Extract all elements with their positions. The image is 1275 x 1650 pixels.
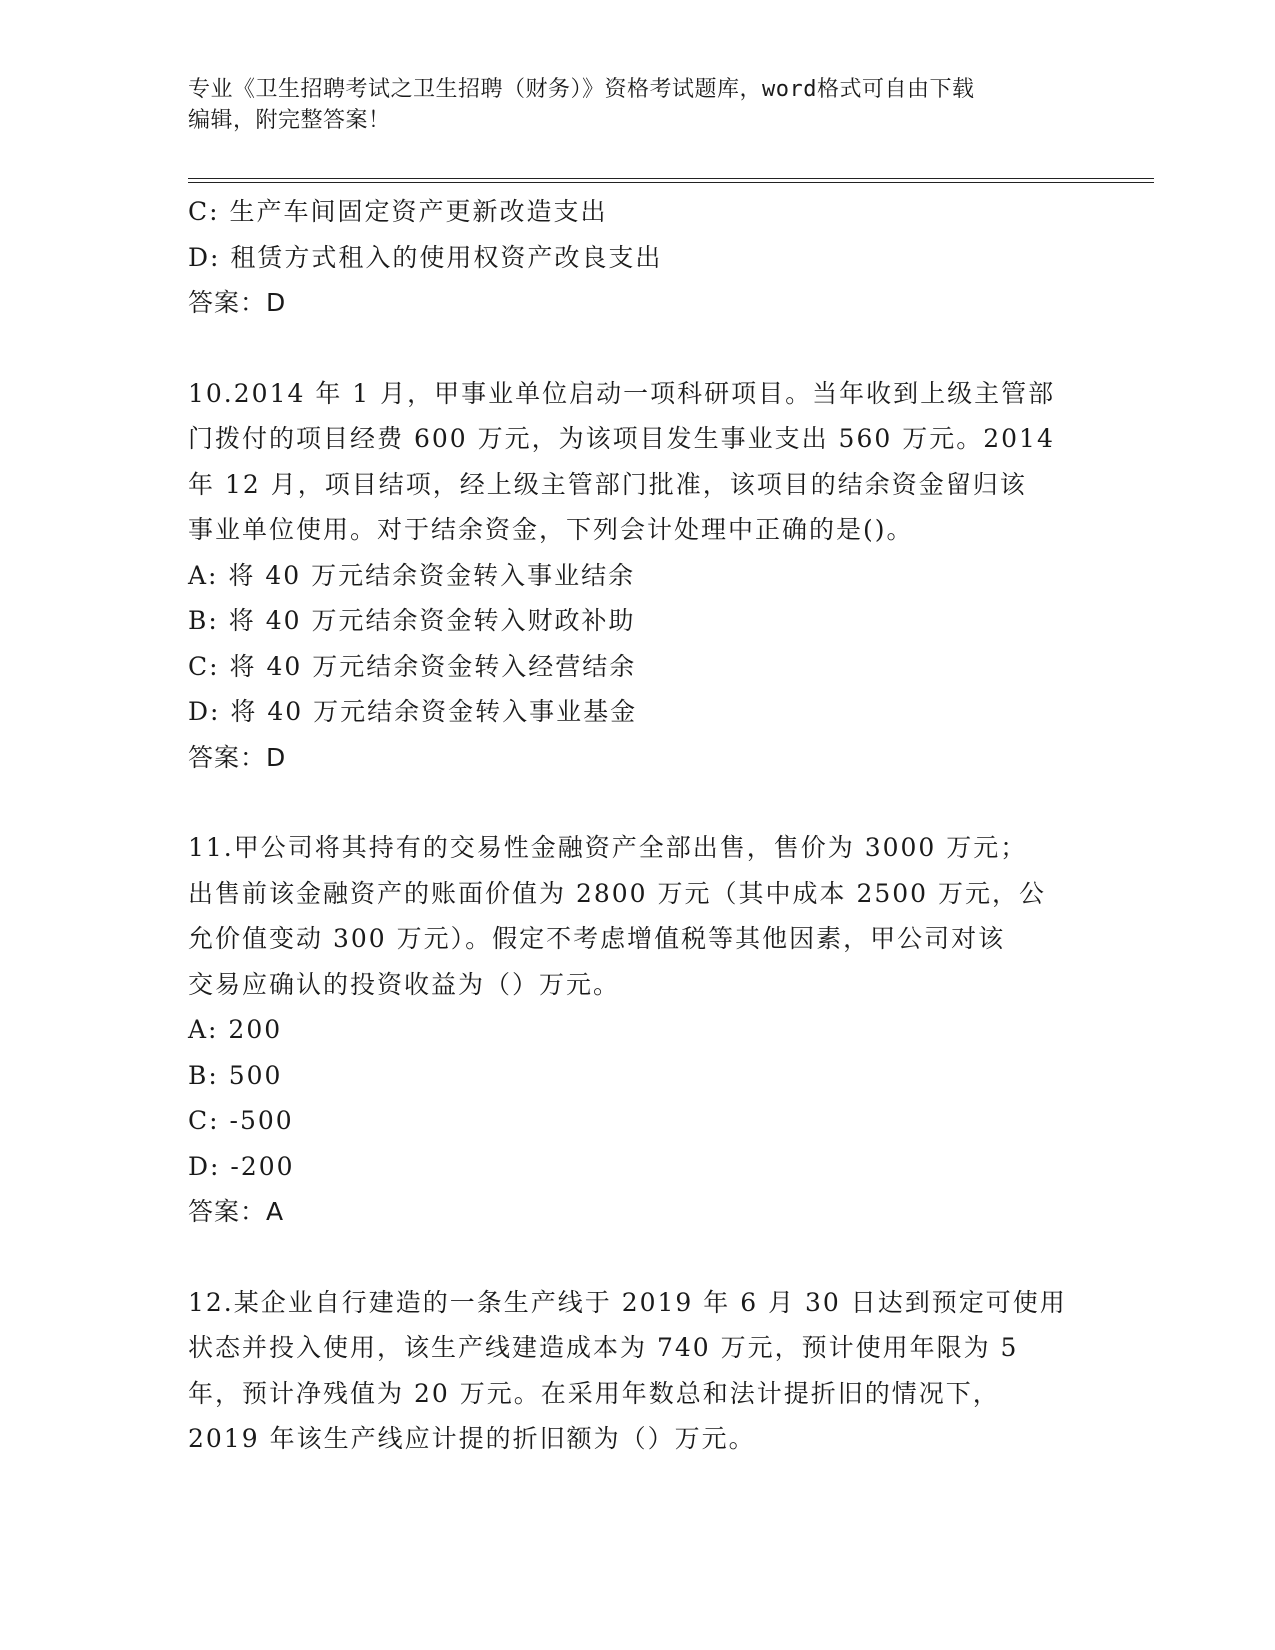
option-c: C: -500	[188, 1106, 294, 1135]
header-line-1: 专业《卫生招聘考试之卫生招聘（财务）》资格考试题库，word格式可自由下载	[188, 77, 975, 102]
option-d: D: -200	[188, 1151, 295, 1181]
question-stem-line: 允价值变动 300 万元）。假定不考虑增值税等其他因素，甲公司对该	[188, 924, 1006, 953]
option-b: B: 500	[188, 1060, 283, 1090]
question-stem-line: 12.某企业自行建造的一条生产线于 2019 年 6 月 30 日达到预定可使用	[188, 1287, 1067, 1317]
header-line-2: 编辑，附完整答案！	[188, 108, 391, 133]
question-stem-line: 2019 年该生产线应计提的折旧额为（）万元。	[188, 1424, 756, 1453]
question-stem-line: 10.2014 年 1 月，甲事业单位启动一项科研项目。当年收到上级主管部	[188, 378, 1056, 408]
spacer	[188, 326, 1088, 371]
question-11	[188, 825, 1088, 1235]
option-d: D: 租赁方式租入的使用权资产改良支出	[188, 242, 663, 272]
question-stem-line: 交易应确认的投资收益为（）万元。	[188, 969, 621, 999]
question-stem-line: 状态并投入使用，该生产线建造成本为 740 万元，预计使用年限为 5	[188, 1333, 1019, 1362]
option-a: A: 将 40 万元结余资金转入事业结余	[188, 560, 636, 590]
option-a: A: 200	[188, 1015, 283, 1044]
question-stem-line: 年，预计净残值为 20 万元。在采用年数总和法计提折旧的情况下，	[188, 1378, 1000, 1408]
header-divider	[188, 178, 1154, 183]
answer-line: 答案：D	[188, 288, 287, 317]
option-c: C: 将 40 万元结余资金转入经营结余	[188, 651, 637, 681]
question-stem-line: 年 12 月，项目结项，经上级主管部门批准，该项目的结余资金留归该	[188, 469, 1027, 499]
spacer	[188, 1235, 1088, 1280]
question-stem-line: 事业单位使用。对于结余资金，下列会计处理中正确的是()。	[188, 515, 914, 544]
option-b: B: 将 40 万元结余资金转入财政补助	[188, 606, 636, 635]
answer-line: 答案：D	[188, 742, 287, 772]
prev-question	[188, 189, 1088, 326]
answer-line: 答案：A	[188, 1197, 285, 1226]
spacer	[188, 780, 1088, 825]
question-stem-line: 门拨付的项目经费 600 万元，为该项目发生事业支出 560 万元。2014	[188, 424, 1055, 453]
option-c: C: 生产车间固定资产更新改造支出	[188, 197, 608, 226]
question-content	[188, 189, 1088, 1462]
question-12	[188, 1280, 1088, 1462]
option-d: D: 将 40 万元结余资金转入事业基金	[188, 697, 638, 726]
question-stem-line: 11.甲公司将其持有的交易性金融资产全部出售，售价为 3000 万元；	[188, 833, 1028, 862]
document-header	[188, 74, 1088, 136]
question-stem-line: 出售前该金融资产的账面价值为 2800 万元（其中成本 2500 万元，公	[188, 878, 1047, 908]
question-10	[188, 371, 1088, 781]
